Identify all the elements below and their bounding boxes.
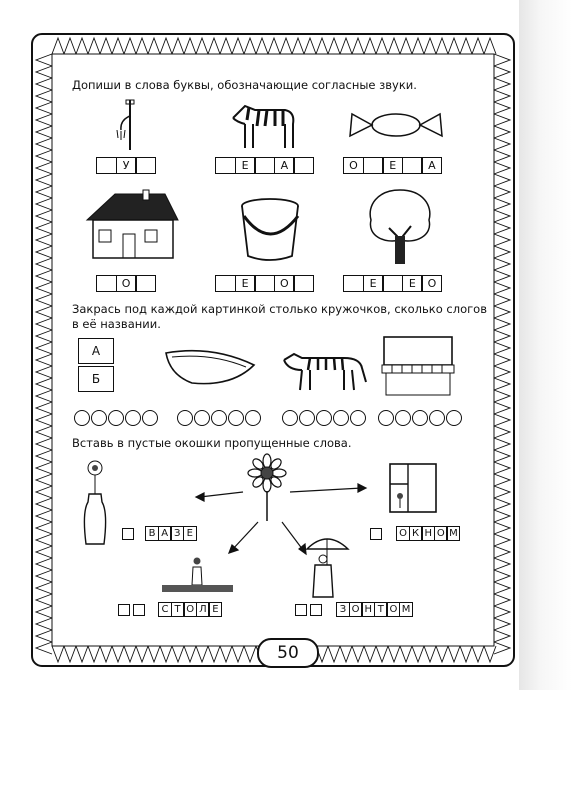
letter-cell[interactable]: Е [382, 157, 403, 174]
window-icon [388, 462, 438, 514]
letter-cell[interactable]: А [274, 157, 295, 174]
letter-cell[interactable]: О [116, 275, 137, 292]
answer-box-table-2[interactable] [133, 604, 145, 616]
letter-cell[interactable]: А [421, 157, 442, 174]
answer-box-umbrella-2[interactable] [310, 604, 322, 616]
answer-box-umbrella-1[interactable] [295, 604, 307, 616]
answer-box-vase[interactable] [122, 528, 134, 540]
letter-cell[interactable]: У [116, 157, 137, 174]
word-letter-cell: Т [374, 602, 388, 617]
task-1-text: Допиши в слова буквы, обозначающие согласные звуки. [72, 78, 417, 92]
word-box-window [396, 526, 459, 541]
word-letter-cell: Н [361, 602, 375, 617]
answer-box-table-1[interactable] [118, 604, 130, 616]
word-letter-cell: О [396, 526, 410, 541]
word-letter-cell: Т [171, 602, 185, 617]
task-2-line-2: в её названии. [72, 317, 161, 331]
word-letter-cell: М [399, 602, 413, 617]
word-letter-cell: С [158, 602, 172, 617]
task-3-text: Вставь в пустые окошки пропущенные слова. [72, 436, 352, 450]
word-box-umbrella [336, 602, 412, 617]
word-letter-cell: Л [196, 602, 210, 617]
word-letter-cell: З [336, 602, 350, 617]
letter-cell[interactable]: Е [402, 275, 423, 292]
page-number: 50 [257, 638, 319, 668]
word-letter-cell: Е [183, 526, 197, 541]
word-letter-cell: А [158, 526, 172, 541]
word-letter-cell: Н [421, 526, 435, 541]
letter-cell[interactable]: О [421, 275, 442, 292]
cube-b: Б [78, 366, 114, 392]
word-letter-cell: В [145, 526, 159, 541]
word-letter-cell: О [349, 602, 363, 617]
task-2-line-1: Закрась под каждой картинкой столько кружочков, сколько слогов [72, 302, 487, 316]
letter-cell[interactable]: Е [363, 275, 384, 292]
letter-cell[interactable]: Е [235, 275, 256, 292]
word-letter-cell: О [183, 602, 197, 617]
word-letter-cell: З [170, 526, 184, 541]
word-letter-cell: Е [208, 602, 222, 617]
umbrella-person-icon [305, 535, 350, 597]
word-box-vase [145, 526, 195, 541]
letter-cell[interactable]: О [274, 275, 295, 292]
word-letter-cell: О [386, 602, 400, 617]
letter-cell[interactable]: Е [235, 157, 256, 174]
cube-a: А [78, 338, 114, 364]
answer-box-window[interactable] [370, 528, 382, 540]
word-box-table [158, 602, 221, 617]
word-letter-cell: К [409, 526, 423, 541]
table-vase-icon [160, 557, 235, 593]
word-letter-cell: О [434, 526, 448, 541]
word-letter-cell: М [446, 526, 460, 541]
letter-cell[interactable]: О [343, 157, 364, 174]
vase-icon [80, 458, 110, 548]
